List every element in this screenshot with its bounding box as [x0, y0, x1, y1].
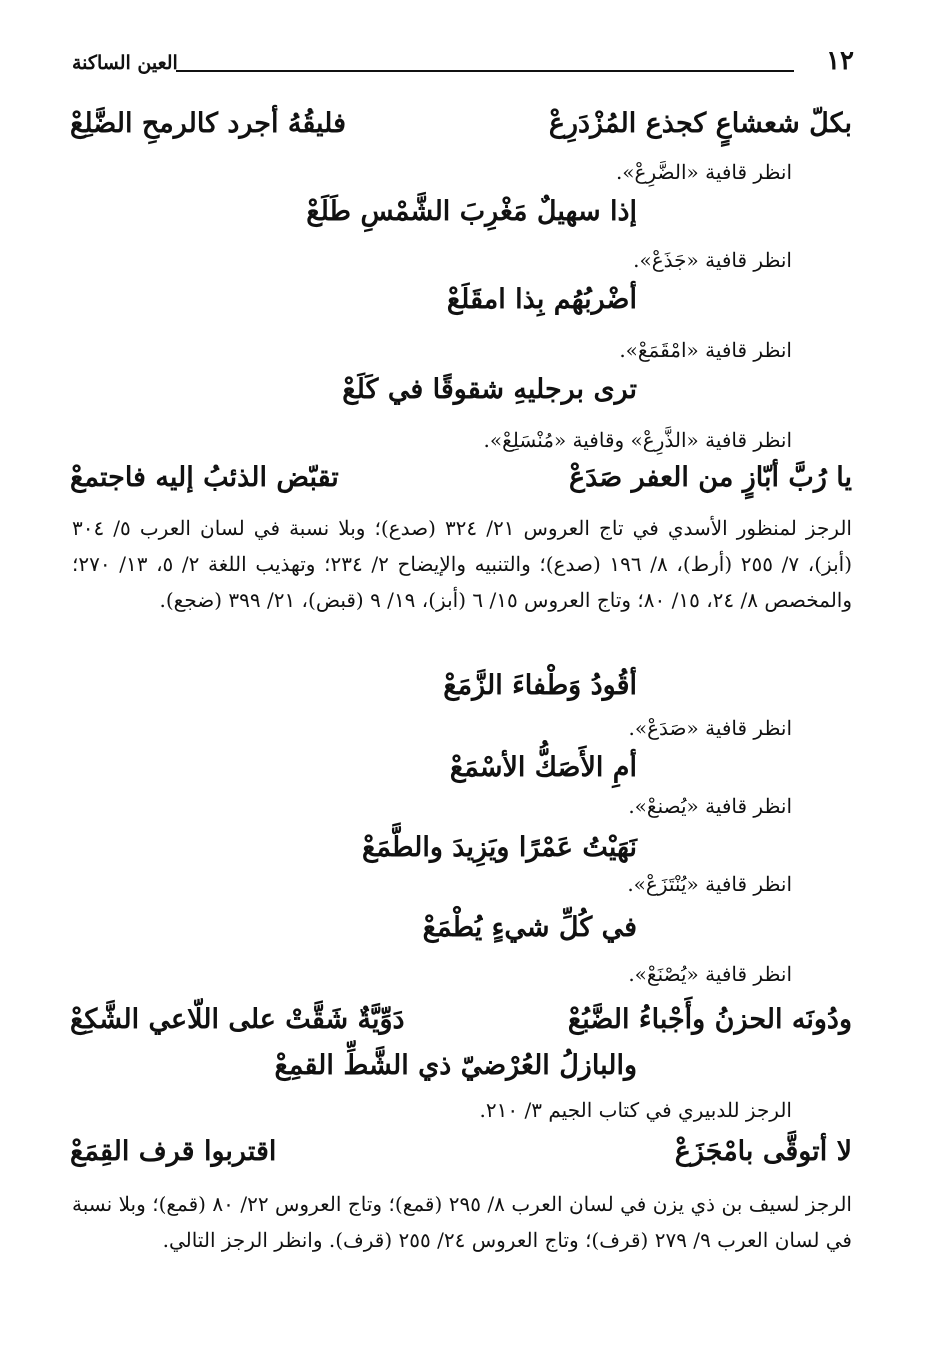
verse-line: في كُلِّ شيءٍ يُطْمَعْ	[422, 912, 637, 943]
verse-line: أمِ الأَصَكُّ الأسْمَعْ	[449, 752, 637, 783]
source-note-text: الرجز لسيف بن ذي يزن في لسان العرب ٨/ ٢٩٥ (قمع)؛ وتاج العروس ٢٢/ ٨٠ (قمع)؛ وبلا نسبة في لسان العرب ٩/ ٢٧٩ (قرف)؛ وتاج العروس ٢٤/ ٢٥٥ (قرف). وانظر الرجز التالي.	[72, 1192, 852, 1252]
verse-pair-1	[70, 108, 852, 139]
rhyme-reference: انظر قافية «جَذَعْ».	[633, 248, 792, 272]
hemistich-right: يا رُبَّ أبّازٍ من العفر صَدَعْ	[568, 462, 852, 493]
hemistich-left: اقتربوا قرف القِمَعْ	[70, 1136, 277, 1167]
hemistich-left: دَوِّيَّةٌ شَقَّتْ على اللّاعي الشَّكِعْ	[70, 1004, 405, 1035]
hemistich-right: لا أتوقَّى بامْجَزَعْ	[674, 1136, 852, 1167]
rhyme-reference: انظر قافية «يُصْنَعْ».	[628, 962, 792, 986]
rhyme-reference: انظر قافية «صَدَعْ».	[628, 716, 792, 740]
source-note	[72, 1186, 852, 1258]
source-note-text: الرجز لمنظور الأسدي في تاج العروس ٢١/ ٣٢٤ (صدع)؛ وبلا نسبة في لسان العرب ٥/ ٣٠٤ (أبز)، ٧/ ٢٥٥ (أرط)، ٨/ ١٩٦ (صدع)؛ والتنبيه والإيضاح ٢/ ٢٣٤؛ وتهذيب اللغة ٢/ ٥، ١٣/ ٢٧٠؛ والمخصص ٨/ ٢٤، ١٥/ ٨٠؛ وتاج العروس ١٥/ ٦ (أبز)، ١٩/ ٩ (قبض)، ٢١/ ٣٩٩ (ضجع).	[72, 516, 853, 612]
verse-line: نَهَيْتُ عَمْرًا ويَزِيدَ والطَّمَعْ	[362, 832, 637, 863]
page-number: ١٢	[826, 46, 854, 76]
verse-pair-4	[70, 1136, 852, 1167]
rhyme-reference: الرجز للدبيري في كتاب الجيم ٣/ ٢١٠.	[479, 1098, 792, 1122]
hemistich-left: فليقُهُ أجرد كالرمحِ الضَّلِعْ	[70, 108, 346, 139]
rhyme-reference: انظر قافية «الضَّرِعْ».	[615, 160, 792, 184]
hemistich-right: بكلّ شعشاعٍ كجذع المُزْدَرِعْ	[548, 108, 852, 139]
verse-line: إذا سهيلٌ مَغْرِبَ الشَّمْسِ طَلَعْ	[306, 196, 637, 227]
verse-line: ترى برجليهِ شقوقًا في كَلَعْ	[342, 374, 637, 405]
rhyme-reference: انظر قافية «يُنْتَزَعْ».	[627, 872, 792, 896]
section-title: العين الساكنة	[72, 52, 178, 74]
verse-line: أضْربُهُم بِذا امقَلَعْ	[446, 284, 637, 315]
verse-pair-3	[70, 1004, 852, 1035]
rhyme-reference: انظر قافية «الذَّرِعْ» وقافية «مُنْسَلِعْ».	[483, 428, 792, 452]
running-head	[72, 44, 854, 84]
source-note	[72, 510, 852, 618]
header-rule	[176, 70, 794, 72]
verse-pair-2	[70, 462, 852, 493]
verse-line: والبازلُ العُرْضيّ ذي الشَّطِّ القمِعْ	[274, 1050, 637, 1081]
hemistich-right: ودُونَه الحزنُ وأَجْباءُ الضَّبُعْ	[567, 1004, 852, 1035]
rhyme-reference: انظر قافية «يُصنعْ».	[628, 794, 792, 818]
verse-line: أقُودُ وَطْفاءَ الزَّمَعْ	[443, 670, 637, 701]
hemistich-left: تقبّض الذئبُ إليه فاجتمعْ	[70, 462, 339, 493]
rhyme-reference: انظر قافية «امْقَمَعْ».	[619, 338, 792, 362]
